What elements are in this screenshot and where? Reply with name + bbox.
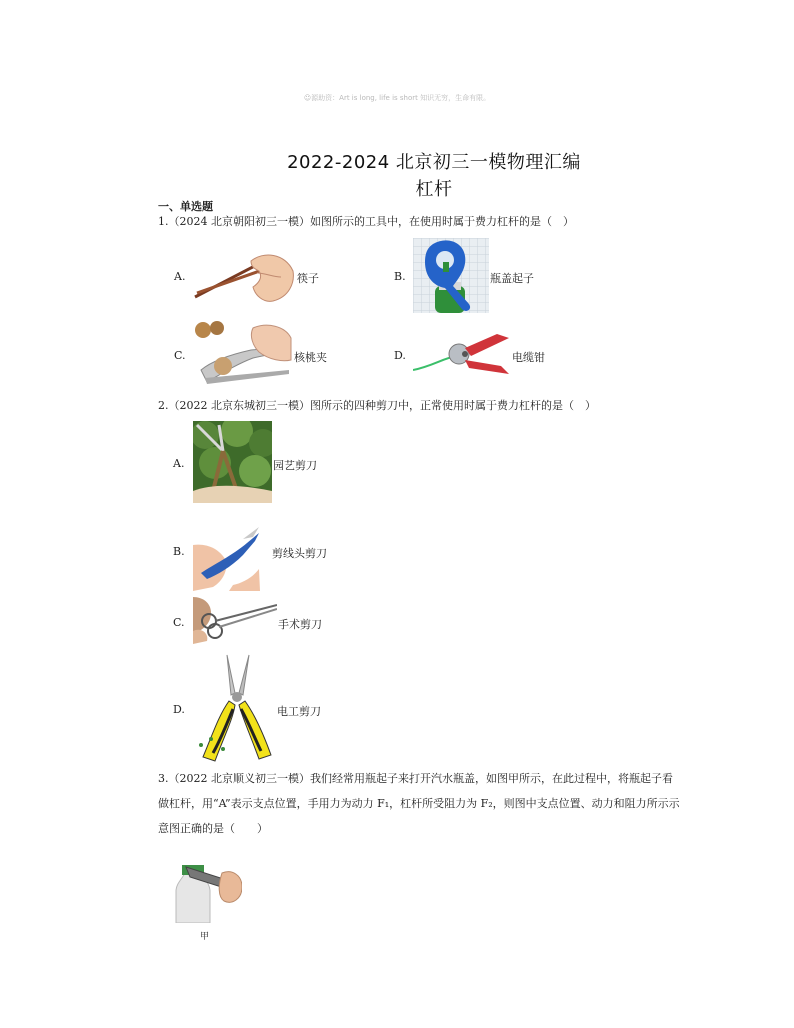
q1-option-c-letter: C. (174, 349, 186, 362)
question-3-line-1: 3.（2022 北京顺义初三一模）我们经常用瓶起子来打开汽水瓶盖，如图甲所示，在此过程中，将瓶起子看 (158, 772, 673, 785)
q3-figure-jia-image (170, 857, 242, 923)
q1-option-a-label: 筷子 (297, 272, 319, 285)
watermark: ☺源助资：Art is long, life is short 知识无穷，生命有限。 (303, 94, 491, 102)
electrician-scissors-icon (193, 653, 277, 763)
q2-option-a-label: 园艺剪刀 (273, 459, 317, 472)
q1-option-a-image (193, 247, 296, 303)
cable-cutter-icon (413, 328, 511, 380)
q3-figure-caption: 甲 (200, 932, 210, 942)
page-subtitle: 杠杆 (415, 179, 453, 200)
question-3-line-2: 做杠杆，用“A”表示支点位置，手用力为动力 F₁，杠杆所受阻力为 F₂，则图中支点位置、动力和阻力所示示 (158, 797, 680, 810)
q2-option-a-image (193, 421, 272, 503)
question-2-stem: 2.（2022 北京东城初三一模）图所示的四种剪刀中，正常使用时属于费力杠杆的是（ ） (158, 399, 596, 412)
q2-option-b-image (193, 525, 260, 591)
q1-option-a-letter: A. (174, 270, 186, 283)
q2-option-b-label: 剪线头剪刀 (272, 547, 327, 560)
section-heading: 一、单选题 (158, 200, 213, 213)
q1-option-d-label: 电缆钳 (512, 351, 545, 364)
chopsticks-icon (193, 247, 296, 303)
page-title: 2022-2024 北京初三一模物理汇编 (287, 152, 581, 173)
q1-option-c-image (193, 320, 293, 388)
question-3-line-3: 意图正确的是（ ） (158, 822, 268, 835)
q2-option-d-letter: D. (173, 703, 185, 716)
q1-option-c-label: 核桃夹 (294, 351, 327, 364)
q1-option-d-letter: D. (394, 349, 406, 362)
surgical-scissors-icon (193, 597, 277, 644)
q2-option-d-image (193, 653, 277, 763)
q1-option-b-image (413, 238, 489, 313)
q1-option-b-letter: B. (394, 270, 406, 283)
q1-option-d-image (413, 328, 511, 380)
bottle-opener-photo-icon (170, 857, 242, 923)
thread-scissors-icon (193, 525, 260, 591)
q1-option-b-label: 瓶盖起子 (490, 272, 534, 285)
q2-option-a-letter: A. (173, 457, 185, 470)
q2-option-c-label: 手术剪刀 (278, 618, 322, 631)
q2-option-c-letter: C. (173, 616, 185, 629)
q2-option-d-label: 电工剪刀 (277, 705, 321, 718)
nutcracker-icon (193, 320, 293, 388)
bottle-opener-icon (413, 238, 489, 313)
q2-option-b-letter: B. (173, 545, 185, 558)
q2-option-c-image (193, 597, 277, 644)
question-1-stem: 1.（2024 北京朝阳初三一模）如图所示的工具中，在使用时属于费力杠杆的是（ ） (158, 215, 574, 228)
garden-shears-icon (193, 421, 272, 503)
